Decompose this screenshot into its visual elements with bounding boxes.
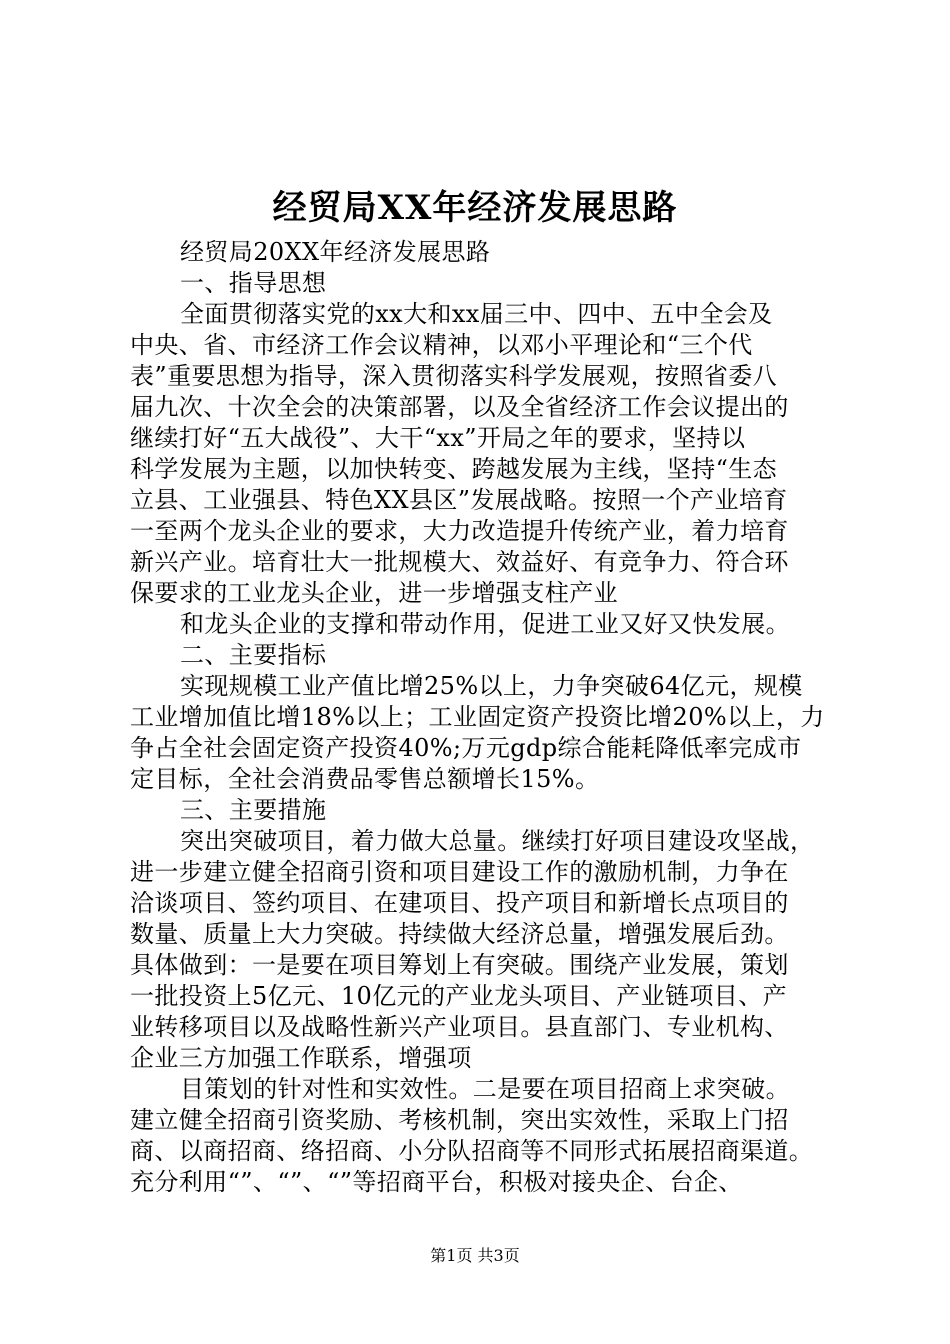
section-heading-3: 三、主要措施 xyxy=(180,796,327,824)
paragraph-line: 立县、工业强县、特色XX县区”发展战略。按照一个产业培育 xyxy=(130,486,788,514)
paragraph-line: 目策划的针对性和实效性。二是要在项目招商上求突破。 xyxy=(180,1075,790,1103)
paragraph-line: 工业增加值比增18%以上；工业固定资产投资比增20%以上，力 xyxy=(130,703,825,731)
paragraph-line: 洽谈项目、签约项目、在建项目、投产项目和新增长点项目的 xyxy=(130,889,789,917)
paragraph-line: 新兴产业。培育壮大一批规模大、效益好、有竞争力、符合环 xyxy=(130,548,789,576)
paragraph-line: 业转移项目以及战略性新兴产业项目。县直部门、专业机构、 xyxy=(130,1013,789,1041)
paragraph-line: 和龙头企业的支撑和带动作用，促进工业又好又快发展。 xyxy=(180,610,790,638)
paragraph-line: 充分利用“”、“”、“”等招商平台，积极对接央企、台企、 xyxy=(130,1168,743,1196)
subtitle-line: 经贸局20XX年经济发展思路 xyxy=(180,238,491,266)
paragraph-line: 一至两个龙头企业的要求，大力改造提升传统产业，着力培育 xyxy=(130,517,789,545)
paragraph-line: 定目标，全社会消费品零售总额增长15%。 xyxy=(130,765,600,793)
paragraph-line: 争占全社会固定资产投资40%;万元gdp综合能耗降低率完成市 xyxy=(130,734,802,762)
paragraph-line: 实现规模工业产值比增25%以上，力争突破64亿元，规模 xyxy=(180,672,803,700)
paragraph-line: 商、以商招商、络招商、小分队招商等不同形式拓展招商渠道。 xyxy=(130,1137,814,1165)
paragraph-line: 数量、质量上大力突破。持续做大经济总量，增强发展后劲。 xyxy=(130,920,789,948)
section-heading-2: 二、主要指标 xyxy=(180,641,327,669)
paragraph-line: 届九次、十次全会的决策部署，以及全省经济工作会议提出的 xyxy=(130,393,789,421)
paragraph-line: 表”重要思想为指导，深入贯彻落实科学发展观，按照省委八 xyxy=(130,362,778,390)
section-heading-1: 一、指导思想 xyxy=(180,269,327,297)
paragraph-line: 全面贯彻落实党的xx大和xx届三中、四中、五中全会及 xyxy=(180,300,773,328)
page-number-footer: 第1页 共3页 xyxy=(430,1246,520,1265)
paragraph-line: 建立健全招商引资奖励、考核机制，突出实效性，采取上门招 xyxy=(130,1106,789,1134)
paragraph-line: 中央、省、市经济工作会议精神，以邓小平理论和“三个代 xyxy=(130,331,753,359)
paragraph-line: 突出突破项目，着力做大总量。继续打好项目建设攻坚战， xyxy=(180,827,815,855)
paragraph-line: 具体做到：一是要在项目筹划上有突破。围绕产业发展，策划 xyxy=(130,951,789,979)
paragraph-line: 继续打好“五大战役”、大干“xx”开局之年的要求，坚持以 xyxy=(130,424,746,452)
paragraph-line: 保要求的工业龙头企业，进一步增强支柱产业 xyxy=(130,579,618,607)
document-title: 经贸局XX年经济发展思路 xyxy=(272,188,678,228)
paragraph-line: 一批投资上5亿元、10亿元的产业龙头项目、产业链项目、产 xyxy=(130,982,788,1010)
paragraph-line: 企业三方加强工作联系，增强项 xyxy=(130,1044,472,1072)
paragraph-line: 科学发展为主题，以加快转变、跨越发展为主线，坚持“生态 xyxy=(130,455,778,483)
paragraph-line: 进一步建立健全招商引资和项目建设工作的激励机制，力争在 xyxy=(130,858,789,886)
